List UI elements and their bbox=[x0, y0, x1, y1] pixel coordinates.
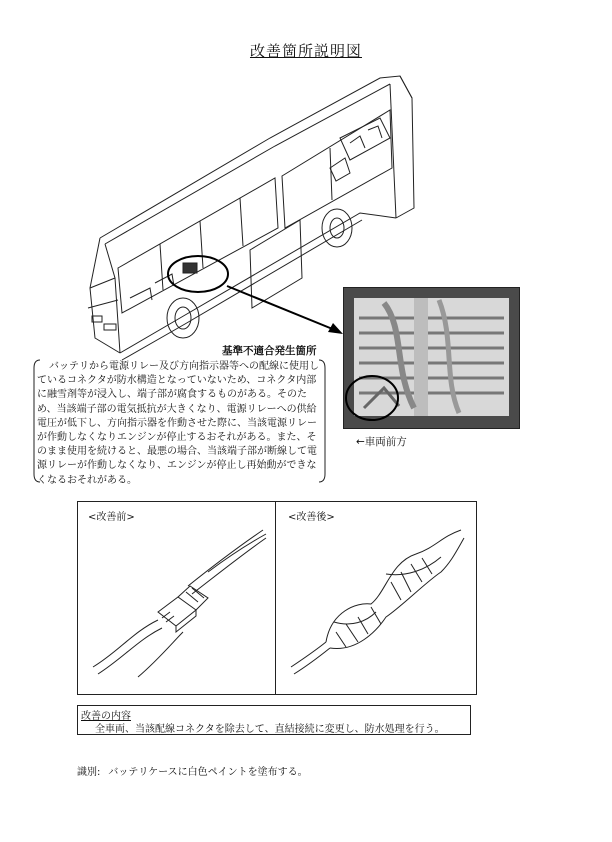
connector-before-drawing bbox=[78, 502, 275, 694]
identification-line bbox=[77, 763, 316, 778]
battery-box-photo bbox=[343, 287, 520, 429]
connector-after-drawing bbox=[276, 502, 476, 694]
page-title: 改善箇所説明図 bbox=[249, 42, 362, 60]
identification-label: 識別: bbox=[77, 767, 101, 778]
improvement-text: 全車両、当該配線コネクタを除去して、直結接続に変更し、防水処理を行う。 bbox=[95, 724, 445, 735]
defect-description: バッテリから電源リレー及び方向指示器等への配線に使用しているコネクタが防水構造となっていないため、コネクタ内部に融雪剤等が浸入し、端子部が腐食するものがある。そのため、当該端子部の電気抵抗が大きくなり、電源リレーへの供給電圧が低下し、方向指示器を作動させた際に、当該電源リレーが作動しなくなりエンジンが停止するおそれがある。また、そのまま使用を続けると、最悪の場合、当該端子部が断線して電源リレーが作動しなくなり、エンジンが停止し再始動ができなくなるおそれがある。 bbox=[37, 361, 319, 486]
hazard-location-label: 基準不適合発生箇所 bbox=[222, 345, 317, 357]
after-caption: <改善後> bbox=[288, 512, 335, 523]
improvement-box bbox=[77, 705, 471, 735]
before-caption: <改善前> bbox=[88, 512, 135, 523]
comparison-panel bbox=[77, 501, 477, 695]
improvement-title: 改善の内容 bbox=[81, 711, 131, 722]
vehicle-front-direction-label: ←車両前方 bbox=[356, 436, 407, 448]
identification-text: バッテリケースに白色ペイントを塗布する。 bbox=[108, 767, 308, 778]
